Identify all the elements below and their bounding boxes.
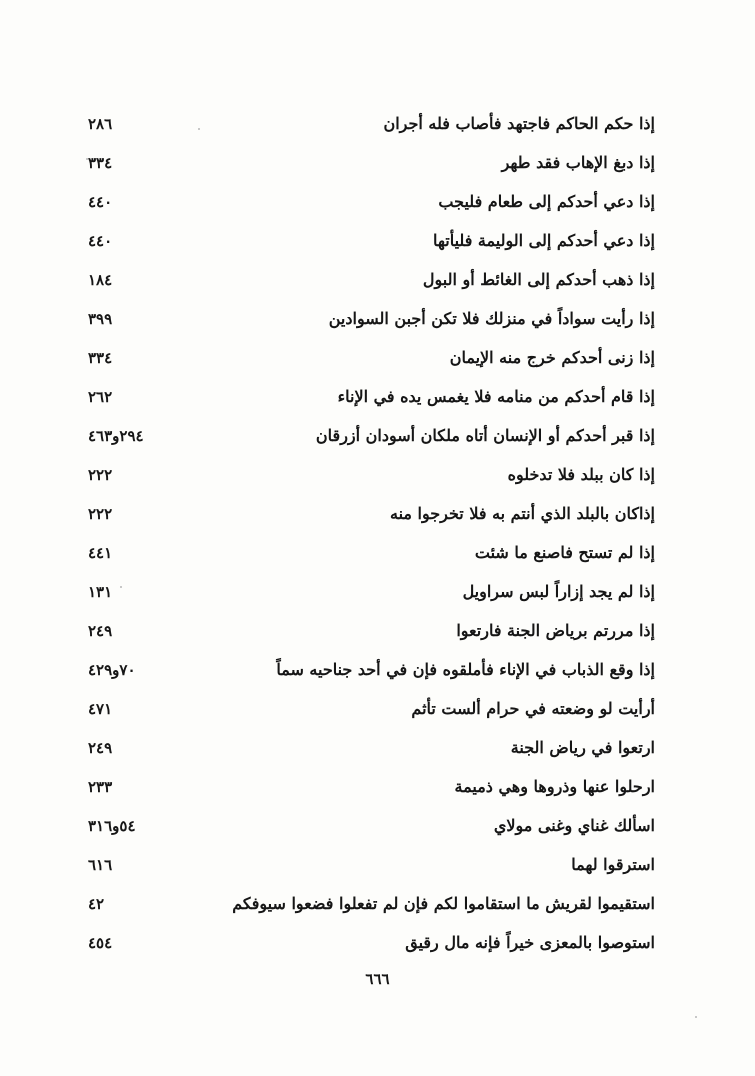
page-reference: ٢٤٩ — [88, 622, 113, 640]
hadith-text: إذا كان ببلد فلا تدخلوه — [507, 465, 655, 484]
page-reference: ٣٩٩ — [88, 310, 113, 328]
hadith-text: أرأيت لو وضعته في حرام ألست تأثم — [411, 699, 655, 718]
page-reference: ٧٠و٤٢٩ — [88, 661, 136, 679]
index-entry — [0, 927, 755, 966]
page-reference: ٣٣٤ — [88, 154, 113, 172]
page-reference: ٢٣٣ — [88, 778, 113, 796]
index-entry — [0, 615, 755, 654]
page-reference: ٤٤١ — [88, 544, 113, 562]
hadith-text: إذا دبغ الإهاب فقد طهر — [501, 153, 655, 172]
index-entry — [0, 732, 755, 771]
hadith-text: إذا ذهب أحدكم إلى الغائط أو البول — [422, 270, 655, 289]
page-reference: ٤٤٠ — [88, 232, 113, 250]
index-entry — [0, 225, 755, 264]
page-reference: ٤٢ — [88, 895, 105, 913]
index-entry — [0, 342, 755, 381]
page-reference: ٢٩٤و٤٦٣ — [88, 427, 144, 445]
hadith-text: إذا دعي أحدكم إلى طعام فليجب — [438, 192, 655, 211]
page-reference: ١٨٤ — [88, 271, 113, 289]
hadith-text: استقيموا لقريش ما استقاموا لكم فإن لم تفعلوا فضعوا سيوفكم — [232, 894, 655, 913]
page-number: ٦٦٦ — [365, 970, 390, 988]
hadith-text: إذا رأيت سواداً في منزلك فلا تكن أجبن السوادين — [328, 309, 655, 328]
scan-speck — [120, 586, 122, 588]
page-reference: ٢٢٢ — [88, 466, 113, 484]
index-entry — [0, 108, 755, 147]
scan-speck — [695, 1016, 697, 1018]
index-entry — [0, 537, 755, 576]
hadith-text: ارتعوا في رياض الجنة — [510, 738, 655, 757]
page-reference: ٢٤٩ — [88, 739, 113, 757]
index-entry — [0, 381, 755, 420]
page-reference: ٤٧١ — [88, 700, 113, 718]
index-entry — [0, 264, 755, 303]
hadith-text: إذا قام أحدكم من منامه فلا يغمس يده في الإناء — [337, 387, 655, 406]
index-entry — [0, 654, 755, 693]
page-reference: ٣٣٤ — [88, 349, 113, 367]
index-entry — [0, 810, 755, 849]
page-reference: ٦١٦ — [88, 856, 113, 874]
page-reference: ١٣١ — [88, 583, 113, 601]
page-reference: ٤٥٤ — [88, 934, 113, 952]
page-reference: ٤٤٠ — [88, 193, 113, 211]
index-entry — [0, 186, 755, 225]
page-reference: ٢٢٢ — [88, 505, 113, 523]
hadith-text: إذا وقع الذباب في الإناء فأملقوه فإن في أحد جناحيه سماً — [276, 660, 655, 679]
hadith-text: إذا قبر أحدكم أو الإنسان أتاه ملكان أسودان أزرقان — [315, 426, 655, 445]
hadith-text: إذا لم يجد إزاراً لبس سراويل — [462, 582, 655, 601]
index-entry — [0, 849, 755, 888]
hadith-text: إذا حكم الحاكم فاجتهد فأصاب فله أجران — [383, 114, 655, 133]
hadith-text: إذا مررتم برياض الجنة فارتعوا — [456, 621, 655, 640]
index-entry — [0, 888, 755, 927]
hadith-text: استرقوا لهما — [571, 855, 655, 874]
page-reference: ٥٤و٣١٦ — [88, 817, 136, 835]
hadith-text: استوصوا بالمعزى خيراً فإنه مال رقيق — [405, 933, 655, 952]
scan-speck — [198, 128, 200, 130]
hadith-text: إذاكان بالبلد الذي أنتم به فلا تخرجوا منه — [389, 504, 655, 523]
scan-speck — [86, 158, 88, 160]
index-entry — [0, 147, 755, 186]
index-entry — [0, 498, 755, 537]
index-entry — [0, 576, 755, 615]
index-entry — [0, 693, 755, 732]
page-reference: ٢٦٢ — [88, 388, 113, 406]
index-entry — [0, 420, 755, 459]
hadith-index-list — [0, 108, 755, 966]
index-entry — [0, 303, 755, 342]
hadith-text: ارحلوا عنها وذروها وهي ذميمة — [454, 777, 655, 796]
hadith-text: إذا لم تستح فاصنع ما شئت — [474, 543, 655, 562]
page-reference: ٢٨٦ — [88, 115, 113, 133]
hadith-text: إذا زنى أحدكم خرج منه الإيمان — [449, 348, 655, 367]
hadith-text: إذا دعي أحدكم إلى الوليمة فليأتها — [433, 231, 655, 250]
hadith-text: اسألك غناي وغنى مولاي — [493, 816, 655, 835]
index-entry — [0, 459, 755, 498]
index-entry — [0, 771, 755, 810]
